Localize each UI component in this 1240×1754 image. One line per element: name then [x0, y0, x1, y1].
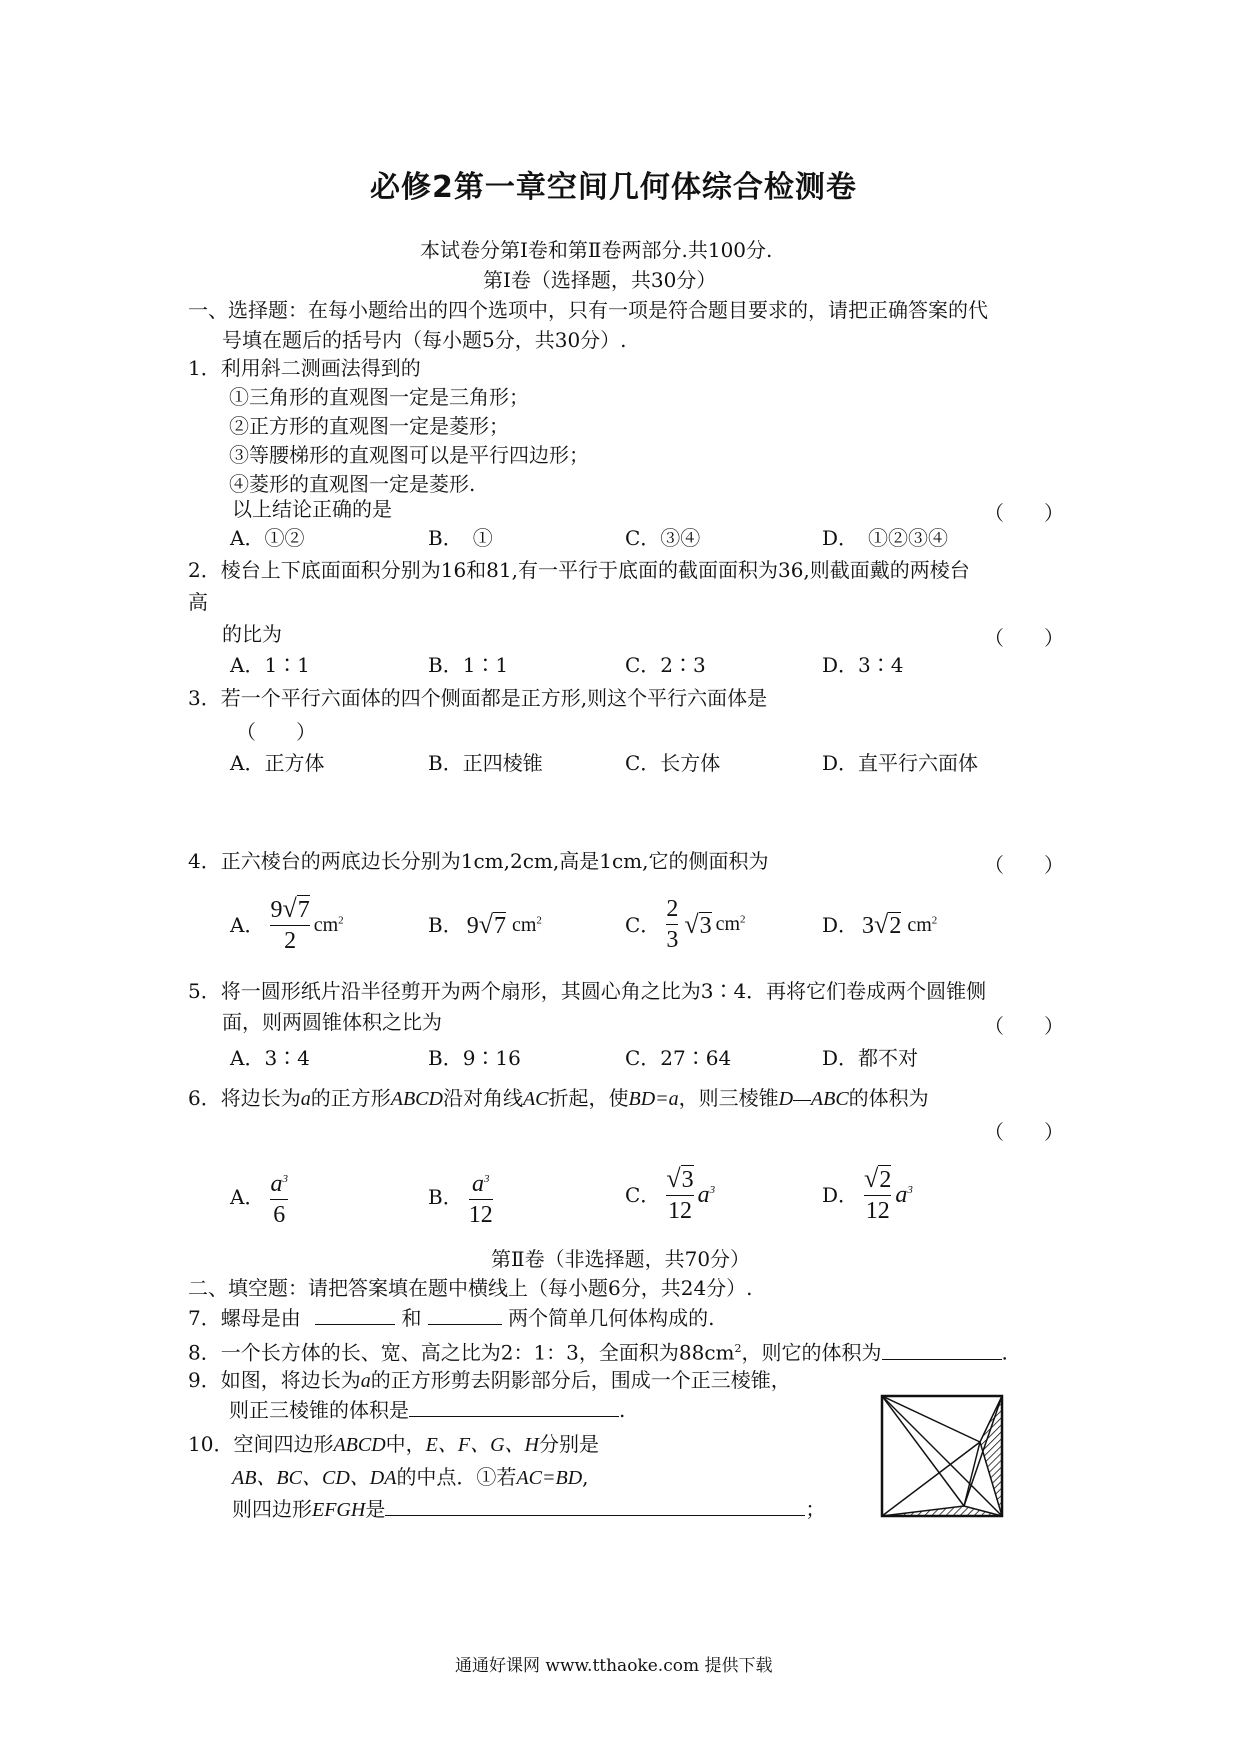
- q6-d-var: a: [895, 1181, 908, 1208]
- q1-statement-4: ④菱形的直观图一定是菱形.: [229, 472, 476, 496]
- q4-a-unit: cm: [313, 913, 339, 936]
- q5-option-b[interactable]: B．9∶16: [428, 1046, 521, 1070]
- q1-statement-1: ①三角形的直观图一定是三角形；: [229, 385, 529, 409]
- q4-b-unit-exp: 2: [536, 913, 542, 926]
- q4-stem: 4．正六棱台的两底边长分别为1cm,2cm,高是1cm,它的侧面积为: [188, 849, 769, 873]
- q10-edges: AB、BC、CD、DA: [232, 1467, 397, 1489]
- q6-d-den: 12: [865, 1198, 890, 1224]
- q4-c-den: 3: [666, 927, 679, 953]
- q4-option-c-fraction: [666, 895, 678, 954]
- q2-stem-end: 的比为: [222, 622, 282, 646]
- q4-option-a-fraction: [270, 895, 309, 955]
- part2-title: 第Ⅱ卷（非选择题，共70分）: [491, 1247, 751, 1271]
- q1-option-d[interactable]: D． ①②③④: [822, 526, 949, 550]
- q2-option-c[interactable]: C．2∶3: [625, 653, 706, 677]
- q5-answer-paren: （ ）: [984, 1014, 1064, 1038]
- q3-stem: 3．若一个平行六面体的四个侧面都是正方形,则这个平行六面体是: [188, 686, 768, 710]
- q5-stem-cont: 面，则两圆锥体积之比为: [222, 1010, 442, 1034]
- q10-efgh: EFGH: [312, 1499, 366, 1521]
- q4-b-rad: 7: [493, 913, 506, 939]
- q4-option-c[interactable]: [625, 895, 746, 954]
- q4-option-a-label: A．: [230, 913, 265, 937]
- q4-answer-paren: （ ）: [984, 853, 1064, 877]
- q2-option-d[interactable]: D．3∶4: [822, 653, 904, 677]
- q9-stem: 9．如图，将边长为a的正方形剪去阴影部分后，围成一个正三棱锥，: [188, 1368, 791, 1392]
- q1-statement-2: ②正方形的直观图一定是菱形；: [229, 414, 509, 438]
- q4-d-unit-exp: 2: [931, 913, 938, 926]
- q4-b-unit: cm: [511, 913, 537, 936]
- q1-statement-3: ③等腰梯形的直观图可以是平行四边形；: [229, 443, 589, 467]
- q6-option-a[interactable]: [230, 1165, 288, 1229]
- q8-unit-exp: 2: [734, 1342, 742, 1355]
- q10-blank[interactable]: [385, 1497, 805, 1516]
- q4-option-c-label: C．: [625, 912, 661, 937]
- q4-option-b[interactable]: [428, 910, 542, 940]
- q4-c-rad: 3: [699, 912, 712, 939]
- sqrt-icon: √: [684, 909, 699, 939]
- q4-d-rad: 2: [889, 913, 902, 939]
- q9-stem-cont: 则正三棱锥的体积是 .: [229, 1398, 626, 1422]
- q7-blank-1[interactable]: [315, 1306, 395, 1325]
- q6-option-d-label: D．: [822, 1183, 859, 1207]
- q6-option-c[interactable]: [625, 1165, 715, 1225]
- q9-var-a: a: [360, 1370, 371, 1392]
- q6-a-den: 6: [273, 1202, 286, 1228]
- q6-abcd: ABCD: [390, 1088, 443, 1110]
- q8-blank[interactable]: [882, 1341, 1002, 1360]
- q1-option-b[interactable]: B． ①: [428, 526, 493, 550]
- q10-condition: AC=BD: [516, 1467, 583, 1489]
- q3-answer-paren: （ ）: [236, 720, 316, 744]
- q6-answer-paren: （ ）: [984, 1120, 1064, 1144]
- q9-blank[interactable]: [409, 1398, 619, 1417]
- q5-option-c[interactable]: C．27∶64: [625, 1046, 732, 1070]
- q6-option-d-fraction: [864, 1165, 891, 1225]
- q1-ask: 以上结论正确的是: [232, 497, 392, 521]
- q6-var-a: a: [300, 1088, 311, 1110]
- q3-option-a[interactable]: A．正方体: [230, 751, 325, 775]
- section1-instructions-cont: 号填在题后的括号内（每小题5分，共30分）.: [222, 328, 627, 352]
- q6-option-c-fraction: [666, 1165, 693, 1225]
- q6-d-exp: 3: [907, 1183, 913, 1196]
- q10-points: E、F、G、H: [425, 1434, 539, 1456]
- q6-stem: 6．将边长为a的正方形ABCD沿对角线AC折起，使BD=a，则三棱锥D—ABC的体积为: [188, 1086, 929, 1110]
- page-title: 必修2第一章空间几何体综合检测卷: [370, 170, 857, 205]
- q8-stem: 8．一个长方体的长、宽、高之比为2：1：3，全面积为$88cm^2$，则它的体积为 .: [188, 1340, 1008, 1365]
- q4-c-unit-exp: 2: [740, 913, 746, 926]
- q6-option-b-fraction: [469, 1165, 493, 1229]
- q6-b-den: 12: [468, 1202, 493, 1228]
- q6-a-num: a: [270, 1171, 283, 1197]
- sqrt-icon: √: [864, 1164, 879, 1193]
- q6-b-exp: 3: [483, 1173, 490, 1185]
- q4-a-rad: 7: [297, 897, 310, 923]
- q6-bd: BD=a: [628, 1088, 679, 1110]
- q6-option-a-label: A．: [230, 1185, 265, 1209]
- q6-option-d[interactable]: [822, 1165, 913, 1225]
- q4-a-unit-exp: 2: [338, 913, 344, 926]
- part1-title: 第Ⅰ卷（选择题，共30分）: [483, 268, 717, 292]
- q7-stem: 7．螺母是由 和 两个简单几何体构成的.: [188, 1306, 715, 1330]
- q10-stem-cont: AB、BC、CD、DA的中点．①若AC=BD,: [232, 1465, 589, 1489]
- q4-c-unit: cm: [715, 913, 741, 935]
- q4-c-num: 2: [666, 896, 679, 922]
- q4-b-coef: 9: [466, 913, 479, 939]
- q10-abcd: ABCD: [333, 1434, 386, 1456]
- q4-d-coef: 3: [862, 913, 875, 939]
- q2-option-a[interactable]: A．1∶1: [230, 653, 310, 677]
- q4-option-b-label: B．: [428, 913, 463, 937]
- q10-stem-line3: 则四边形EFGH是 ；: [232, 1497, 826, 1521]
- q3-option-d[interactable]: D．直平行六面体: [822, 751, 979, 775]
- q1-stem: 1．利用斜二测画法得到的: [188, 356, 421, 380]
- exam-intro: 本试卷分第Ⅰ卷和第Ⅱ卷两部分.共100分.: [420, 238, 773, 262]
- sqrt-icon: √: [282, 894, 297, 923]
- q4-option-d[interactable]: [822, 910, 937, 940]
- q4-a-den: 2: [284, 928, 297, 954]
- q5-stem: 5．将一圆形纸片沿半径剪开为两个扇形，其圆心角之比为3∶4．再将它们卷成两个圆锥侧: [188, 979, 987, 1003]
- q6-ac: AC: [522, 1088, 549, 1110]
- footer-source: 通通好课网 www.tthaoke.com 提供下载: [455, 1656, 773, 1676]
- q5-option-d[interactable]: D．都不对: [822, 1046, 919, 1070]
- q4-option-a[interactable]: [230, 895, 344, 955]
- sqrt-icon: √: [478, 910, 493, 939]
- section2-instructions: 二、填空题：请把答案填在题中横线上（每小题6分，共24分）.: [188, 1276, 753, 1300]
- q2-stem-cont: 高: [188, 590, 208, 614]
- q6-c-rad: 3: [681, 1167, 694, 1193]
- q9-figure: [878, 1392, 1006, 1520]
- q1-option-c[interactable]: C．③④: [625, 526, 701, 550]
- q4-d-unit: cm: [907, 913, 932, 936]
- q6-c-exp: 3: [709, 1183, 716, 1196]
- sqrt-icon: √: [666, 1164, 681, 1193]
- q10-stem: 10．空间四边形ABCD中，E、F、G、H分别是: [188, 1432, 599, 1456]
- q2-option-b[interactable]: B．1∶1: [428, 653, 509, 677]
- q2-answer-paren: （ ）: [984, 626, 1064, 650]
- q3-option-b[interactable]: B．正四棱锥: [428, 751, 543, 775]
- q6-a-exp: 3: [282, 1173, 288, 1185]
- q6-option-a-fraction: [270, 1165, 288, 1229]
- q2-stem: 2．棱台上下底面面积分别为16和81,有一平行于底面的截面面积为36,则截面戴的两棱台: [188, 558, 970, 582]
- q6-c-var: a: [697, 1181, 710, 1208]
- section1-instructions: 一、选择题：在每小题给出的四个选项中，只有一项是符合题目要求的，请把正确答案的代: [188, 298, 988, 322]
- q6-b-num: a: [471, 1171, 484, 1197]
- q6-c-den: 12: [667, 1198, 692, 1224]
- q3-option-c[interactable]: C．长方体: [625, 751, 721, 775]
- q4-option-d-label: D．: [822, 913, 859, 937]
- q6-option-b[interactable]: [428, 1165, 493, 1229]
- q4-a-num: 9: [270, 897, 283, 923]
- q6-option-c-label: C．: [625, 1183, 661, 1207]
- q6-option-b-label: B．: [428, 1185, 463, 1209]
- q1-answer-paren: （ ）: [984, 501, 1064, 525]
- q7-blank-2[interactable]: [428, 1306, 502, 1325]
- q6-dabc: D—ABC: [778, 1088, 849, 1110]
- q6-d-rad: 2: [879, 1167, 892, 1193]
- sqrt-icon: √: [874, 910, 889, 939]
- q5-option-a[interactable]: A．3∶4: [230, 1046, 310, 1070]
- q1-option-a[interactable]: A．①②: [230, 526, 305, 550]
